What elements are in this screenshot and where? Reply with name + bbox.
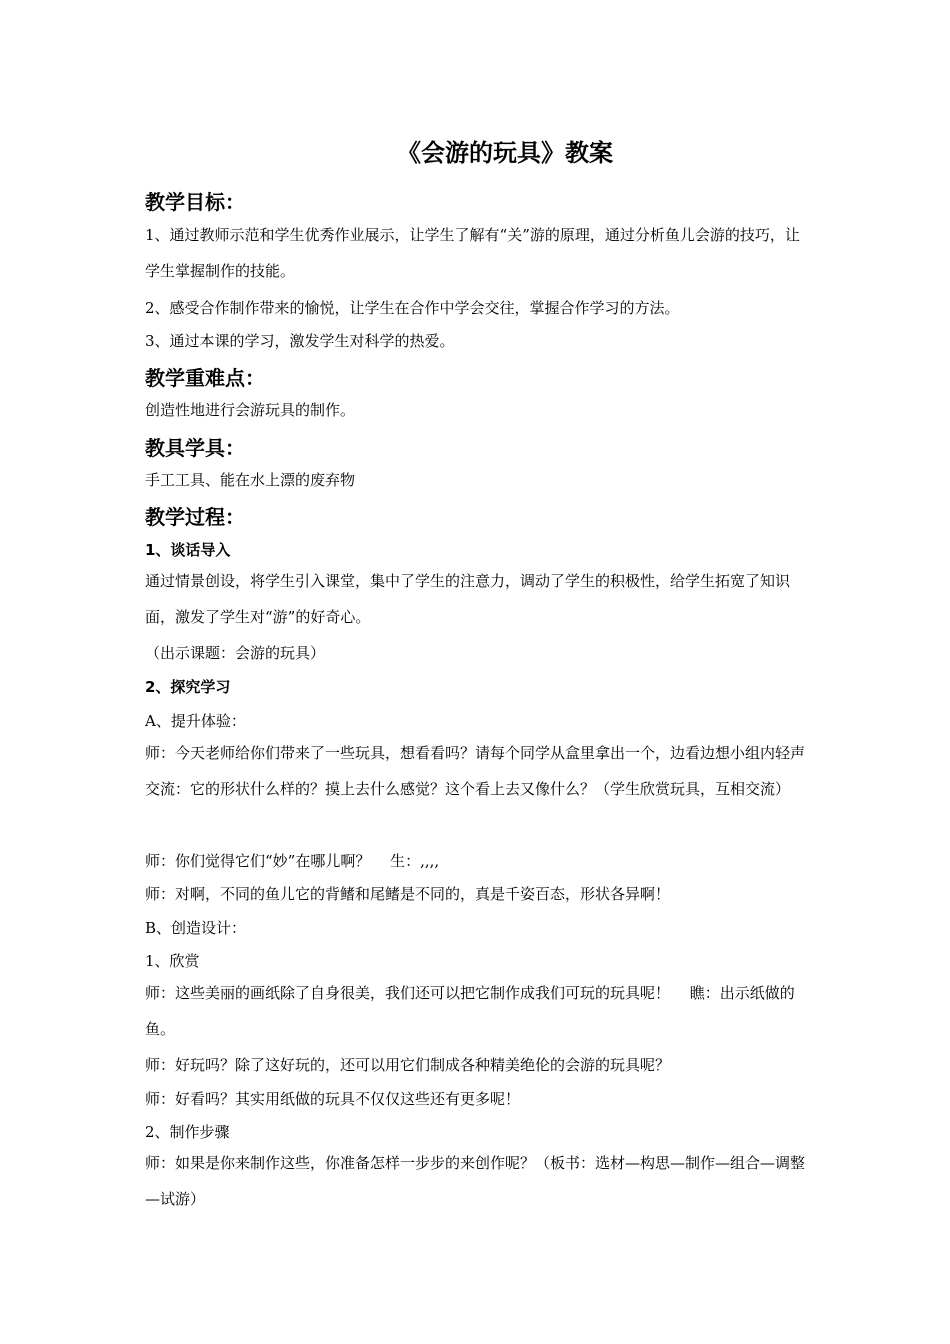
a-text-2: 师：你们觉得它们“妙”在哪儿啊？ 生：,,,, — [145, 852, 440, 870]
document-title: 《会游的玩具》教案 — [397, 139, 613, 167]
objective-item-3: 3、通过本课的学习，激发学生对科学的热爱。 — [145, 332, 455, 350]
key-points-heading: 教学重难点： — [145, 366, 265, 390]
a-text-1: 师：今天老师给你们带来了一些玩具，想看看吗？请每个同学从盒里拿出一个，边看边想小组内轻声交流：它的形状什么样的？摸上去什么感觉？这个看上去又像什么？（学生欣赏玩具，互相交流） — [145, 744, 806, 798]
tools-heading: 教具学具： — [145, 436, 245, 460]
a-text-3: 师：对啊，不同的鱼儿它的背鳍和尾鳍是不同的，真是千姿百态，形状各异啊！ — [145, 885, 671, 903]
b2-text: 师：如果是你来制作这些，你准备怎样一步步的来创作呢？（板书：选材—构思—制作—组合—调整—试游） — [145, 1154, 806, 1208]
step1-text: 通过情景创设，将学生引入课堂，集中了学生的注意力，调动了学生的积极性，给学生拓宽了知识面，激发了学生对“游”的好奇心。 — [145, 572, 791, 626]
b1-text-2: 师：好玩吗？除了这好玩的，还可以用它们制成各种精美绝伦的会游的玩具呢？ — [145, 1056, 671, 1074]
tools-text: 手工工具、能在水上漂的废弃物 — [145, 471, 356, 489]
objective-item-1: 1、通过教师示范和学生优秀作业展示，让学生了解有“关”游的原理，通过分析鱼儿会游的技巧，让学生掌握制作的技能。 — [145, 226, 800, 280]
step1-note: （出示课题：会游的玩具） — [145, 644, 326, 662]
process-heading: 教学过程： — [145, 505, 245, 529]
step2-title: 2、探究学习 — [145, 678, 231, 696]
key-points-text: 创造性地进行会游玩具的制作。 — [145, 401, 356, 419]
b1-label: 1、欣赏 — [145, 952, 200, 970]
step1-title: 1、谈话导入 — [145, 541, 231, 559]
b1-text-1: 师：这些美丽的画纸除了自身很美，我们还可以把它制作成我们可玩的玩具呢！ 瞧：出示纸做的鱼。 — [145, 984, 795, 1038]
objectives-heading: 教学目标： — [145, 190, 245, 214]
objective-item-2: 2、感受合作制作带来的愉悦，让学生在合作中学会交往，掌握合作学习的方法。 — [145, 299, 680, 317]
b1-text-3: 师：好看吗？其实用纸做的玩具不仅仅这些还有更多呢！ — [145, 1090, 521, 1108]
b2-label: 2、制作步骤 — [145, 1123, 230, 1141]
a-label: A、提升体验： — [145, 712, 246, 730]
b-label: B、创造设计： — [145, 919, 247, 937]
